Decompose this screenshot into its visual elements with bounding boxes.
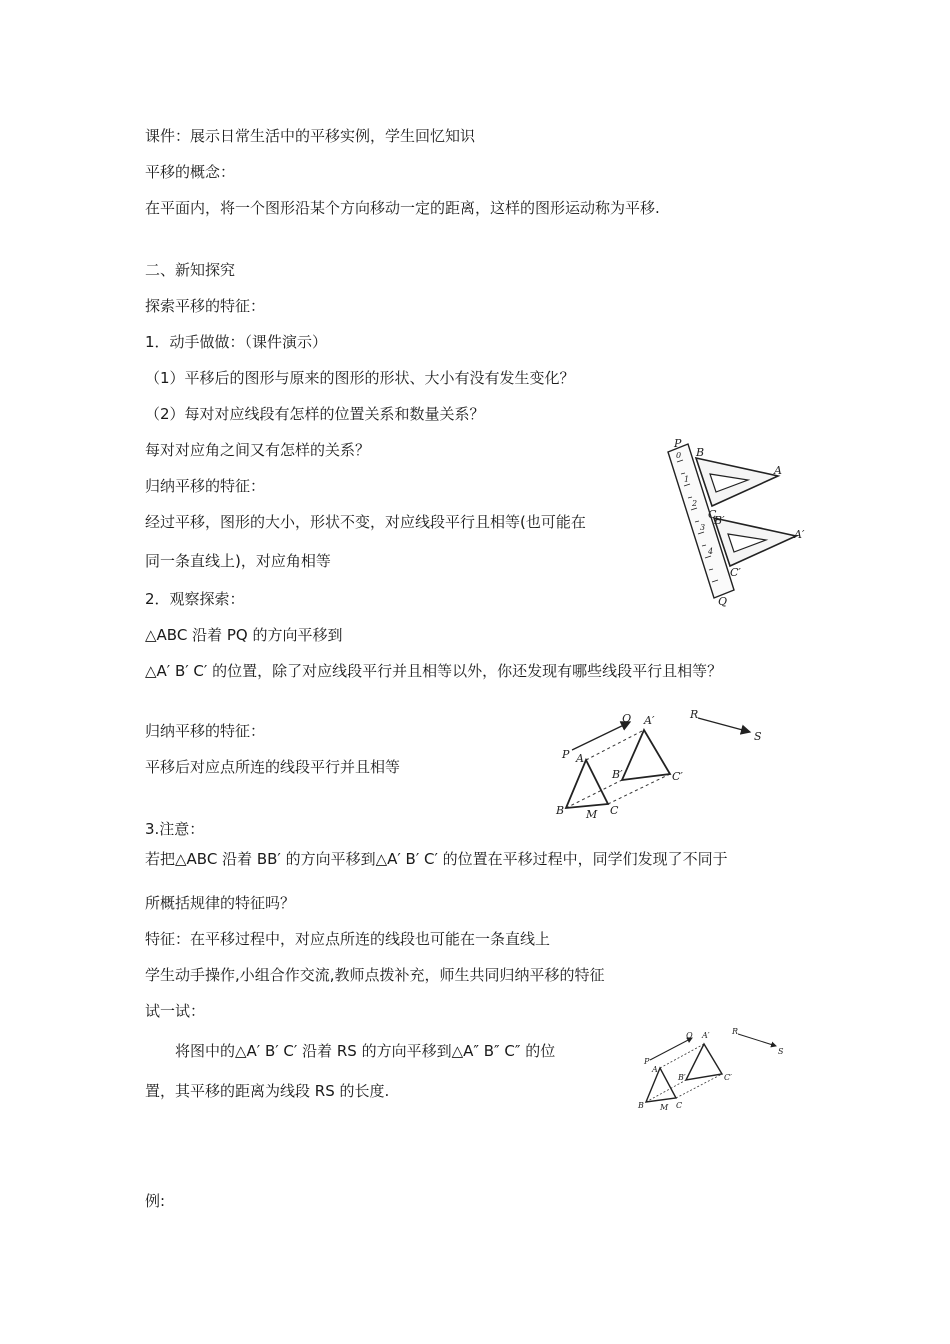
- text-line: 特征：在平移过程中，对应点所连的线段也可能在一条直线上: [145, 930, 551, 948]
- label-r: R: [732, 1028, 739, 1036]
- label-r: R: [690, 708, 699, 721]
- text-line: 课件：展示日常生活中的平移实例，学生回忆知识: [145, 127, 476, 145]
- text-line: 3.注意：: [145, 820, 205, 838]
- text-line: 每对对应角之间又有怎样的关系？: [145, 441, 371, 459]
- label-q: Q: [718, 595, 728, 608]
- label-a-prime: A′: [794, 528, 805, 541]
- text-line: 经过平移，图形的大小，形状不变，对应线段平行且相等(也可能在: [145, 513, 586, 531]
- label-a: A: [774, 464, 782, 477]
- text-line: （2）每对对应线段有怎样的位置关系和数量关系？: [145, 405, 485, 423]
- text-line: 2．观察探索：: [145, 590, 245, 608]
- label-s: S: [778, 1047, 784, 1056]
- label-a: A: [652, 1065, 658, 1074]
- label-b: B: [556, 804, 565, 817]
- text-line: 探索平移的特征：: [145, 297, 266, 315]
- label-b: B: [696, 446, 705, 459]
- text-line: △A′ B′ C′ 的位置，除了对应线段平行并且相等以外，你还发现有哪些线段平行且相等？: [145, 662, 723, 680]
- tick-4: 4: [708, 547, 714, 556]
- text-line: 1．动手做做：（课件演示）: [145, 333, 328, 351]
- label-a: A: [576, 752, 584, 765]
- label-s: S: [754, 730, 762, 743]
- label-b: B: [638, 1101, 644, 1110]
- tick-2: 2: [692, 499, 698, 508]
- label-c-prime: C′: [724, 1073, 732, 1082]
- label-q: Q: [686, 1031, 693, 1040]
- label-c-prime: C′: [672, 770, 683, 783]
- text-line: 所概括规律的特征吗？: [145, 894, 296, 912]
- text-line: △ABC 沿着 PQ 的方向平移到: [145, 626, 343, 644]
- label-p: P: [674, 437, 682, 450]
- text-line: 平移的概念：: [145, 163, 236, 181]
- text-line: 试一试：: [145, 1002, 206, 1020]
- translation-figure: [552, 706, 772, 824]
- text-line: 平移后对应点所连的线段平行并且相等: [145, 758, 401, 776]
- tick-3: 3: [700, 523, 706, 532]
- text-line: 归纳平移的特征：: [145, 722, 266, 740]
- text-line: 若把△ABC 沿着 BB′ 的方向平移到△A′ B′ C′ 的位置在平移过程中，同学们发现了不同于: [145, 850, 728, 868]
- label-c: C: [610, 804, 619, 817]
- label-a-prime: A′: [702, 1031, 710, 1040]
- label-c: C: [708, 508, 717, 521]
- text-line: 学生动手操作,小组合作交流,教师点拨补充，师生共同归纳平移的特征: [145, 966, 605, 984]
- text-line: 例:: [145, 1192, 166, 1210]
- label-a-prime: A′: [644, 714, 655, 727]
- label-c: C: [676, 1101, 683, 1110]
- label-p: P: [562, 748, 570, 761]
- text-line: 置，其平移的距离为线段 RS 的长度.: [145, 1082, 390, 1100]
- label-b-prime: B′: [714, 514, 725, 527]
- label-m: M: [660, 1103, 669, 1112]
- translation-figure-small: [636, 1028, 788, 1112]
- tick-1: 1: [684, 475, 690, 484]
- ruler-triangle-figure: [650, 432, 820, 610]
- label-c-prime: C′: [730, 566, 741, 579]
- text-line: 同一条直线上)，对应角相等: [145, 552, 331, 570]
- tick-0: 0: [676, 451, 682, 460]
- label-b-prime: B′: [678, 1073, 686, 1082]
- label-b-prime: B′: [612, 768, 623, 781]
- text-line: 将图中的△A′ B′ C′ 沿着 RS 的方向平移到△A″ B″ C″ 的位: [175, 1042, 556, 1060]
- text-line: 归纳平移的特征：: [145, 477, 266, 495]
- text-line: （1）平移后的图形与原来的图形的形状、大小有没有发生变化？: [145, 369, 575, 387]
- section-heading: 二、新知探究: [145, 261, 236, 279]
- label-m: M: [586, 808, 598, 821]
- text-line: 在平面内，将一个图形沿某个方向移动一定的距离，这样的图形运动称为平移.: [145, 199, 660, 217]
- label-p: P: [644, 1057, 650, 1066]
- label-q: Q: [622, 712, 632, 725]
